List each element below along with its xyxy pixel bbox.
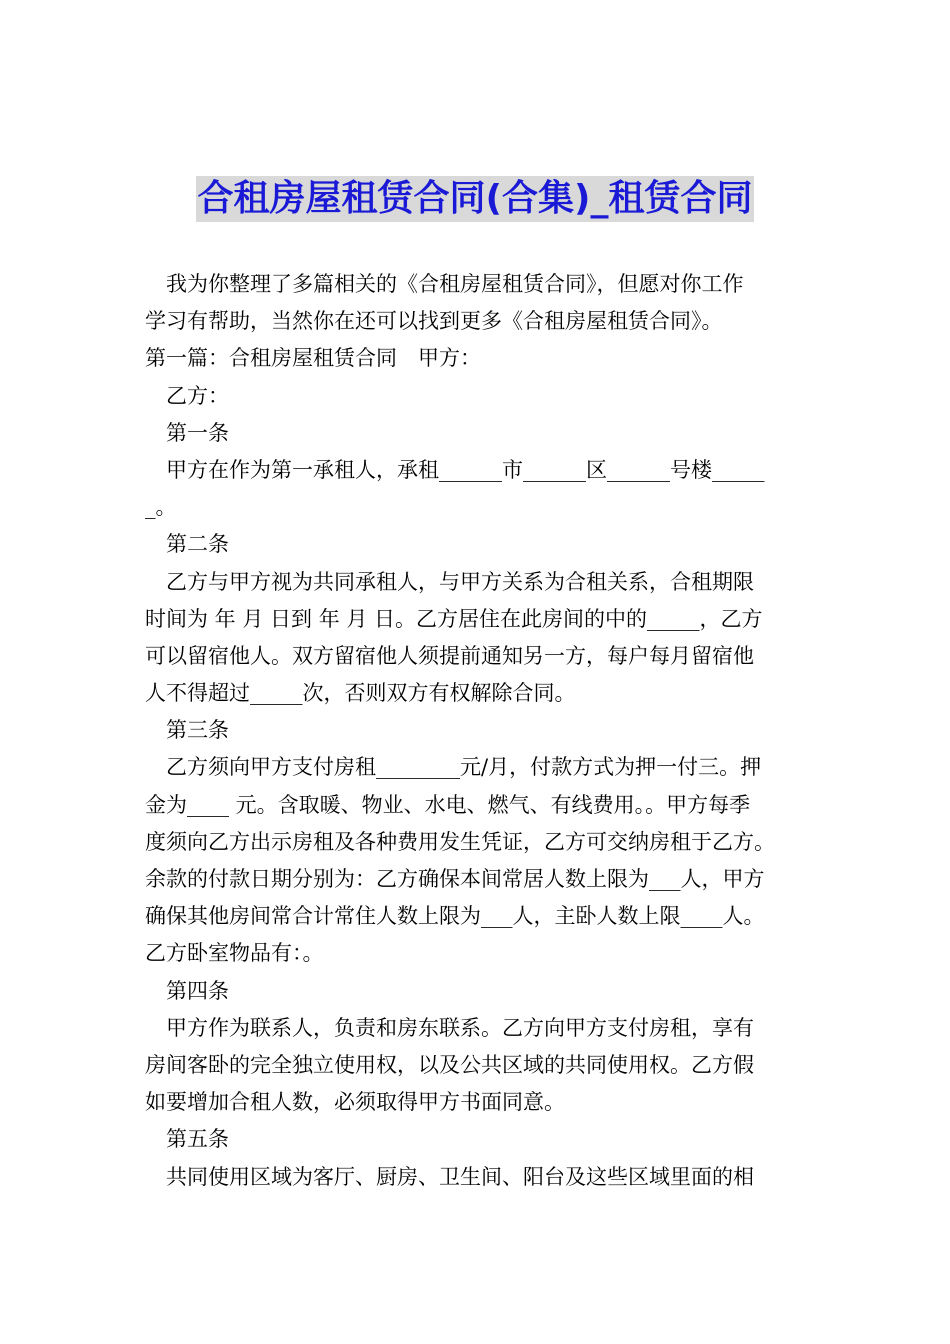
body-line: 甲方作为联系人，负责和房东联系。乙方向甲方支付房租，享有 xyxy=(166,1015,754,1040)
body-line: 我为你整理了多篇相关的《合租房屋租赁合同》，但愿对你工作 xyxy=(166,272,744,296)
body-line: 第四条 xyxy=(166,978,229,1003)
body-line: 第五条 xyxy=(166,1127,229,1152)
body-line: 金为____ 元。含取暖、物业、水电、燃气、有线费用。。甲方每季 xyxy=(145,792,751,817)
body-line: 乙方须向甲方支付房租________元/月，付款方式为押一付三。押 xyxy=(166,755,762,780)
body-line: 第二条 xyxy=(166,532,229,557)
body-line: 房间客卧的完全独立使用权，以及公共区域的共同使用权。乙方假 xyxy=(145,1052,754,1077)
body-line: 第三条 xyxy=(166,718,229,743)
body-line: 度须向乙方出示房租及各种费用发生凭证，乙方可交纳房租于乙方。 xyxy=(145,829,775,854)
body-line: _。 xyxy=(145,495,177,520)
document-title: 合租房屋租赁合同(合集)_租赁合同 xyxy=(196,176,755,222)
body-line: 如要增加合租人数，必须取得甲方书面同意。 xyxy=(145,1090,565,1115)
document-body xyxy=(145,266,810,1196)
body-line: 学习有帮助，当然你在还可以找到更多《合租房屋租赁合同》。 xyxy=(145,309,723,334)
body-line: 时间为 年 月 日到 年 月 日。乙方居住在此房间的中的_____，乙方 xyxy=(145,606,763,631)
body-line: 可以留宿他人。双方留宿他人须提前通知另一方，每户每月留宿他 xyxy=(145,643,754,668)
body-line: 乙方卧室物品有：。 xyxy=(145,941,324,966)
body-line: 确保其他房间常合计常住人数上限为___人，主卧人数上限____人。 xyxy=(145,904,765,929)
body-line: 乙方与甲方视为共同承租人，与甲方关系为合租关系，合租期限 xyxy=(166,569,754,594)
body-line: 余款的付款日期分别为：乙方确保本间常居人数上限为___人，甲方 xyxy=(145,867,765,891)
body-line: 第一篇：合租房屋租赁合同 甲方： xyxy=(145,346,481,371)
body-line: 共同使用区域为客厅、厨房、卫生间、阳台及这些区域里面的相 xyxy=(166,1164,754,1189)
body-line: 人不得超过_____次，否则双方有权解除合同。 xyxy=(145,681,576,706)
body-line: 第一条 xyxy=(166,420,229,445)
body-line: 乙方： xyxy=(166,383,229,408)
body-line: 甲方在作为第一承租人，承租______市______区______号楼_____ xyxy=(166,457,765,482)
document-title-container xyxy=(0,176,950,222)
